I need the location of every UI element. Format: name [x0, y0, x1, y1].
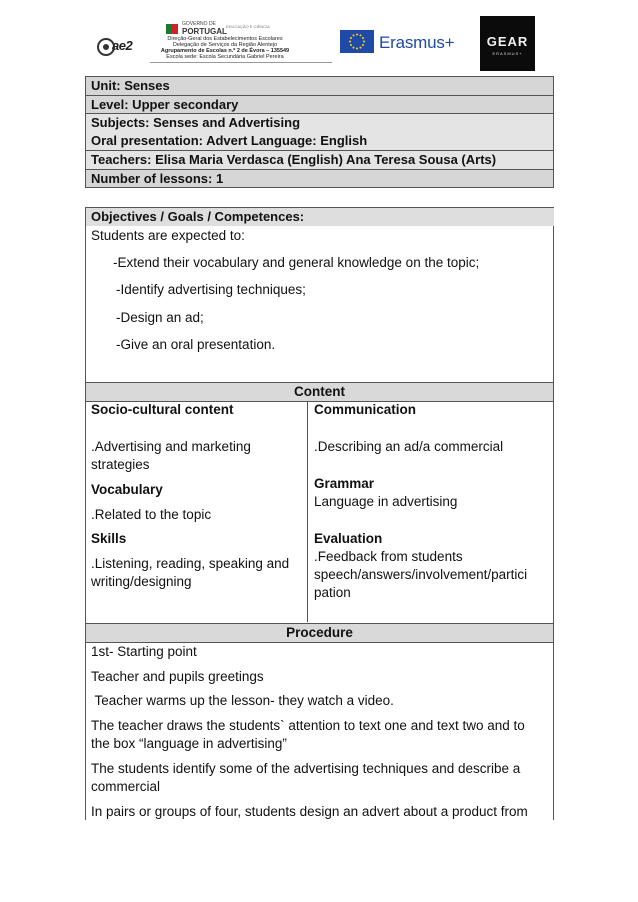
skills-text: .Listening, reading, speaking and [91, 556, 290, 571]
vocabulary-text: .Related to the topic [91, 507, 212, 522]
lesson-plan-table [85, 207, 554, 820]
evaluation-text: pation [314, 585, 351, 600]
school-logo-text: ae2 [112, 38, 133, 53]
procedure-header: Procedure [86, 623, 553, 643]
communication-title: Communication [314, 402, 417, 417]
subjects-line: Subjects: Senses and Advertising [91, 115, 301, 130]
procedure-line: commercial [91, 779, 161, 794]
grammar-text: Language in advertising [314, 494, 458, 509]
directorate-block [150, 36, 300, 60]
dir-line: Agrupamento de Escolas n.º 2 de Évora – 135549 [160, 48, 290, 54]
skills-text: writing/designing [91, 574, 192, 589]
header-divider [150, 62, 332, 63]
dir-line: Escola sede: Escola Secundária Gabriel Pereira [166, 54, 284, 60]
gear-logo-subtext: ERASMUS+ [492, 51, 523, 56]
dir-line: Delegação de Serviços da Região Alentejo [172, 42, 278, 48]
objectives-intro: Students are expected to: [91, 228, 245, 243]
gov-small-label: GOVERNO DE [182, 21, 216, 27]
lessons-row: Number of lessons: 1 [86, 170, 553, 189]
procedure-line: 1st- Starting point [91, 644, 197, 659]
content-column-divider [307, 401, 308, 622]
unit-row: Unit: Senses [86, 77, 553, 96]
evaluation-text: .Feedback from students [314, 549, 463, 564]
objective-item: -Design an ad; [116, 310, 204, 325]
gov-main-label: PORTUGAL [182, 27, 227, 36]
socio-cultural-text: strategies [91, 457, 150, 472]
oral-presentation-line: Oral presentation: Advert Language: English [91, 133, 368, 148]
dir-line: Direção-Geral dos Estabelecimentos Escolares [167, 36, 283, 42]
socio-cultural-title: Socio-cultural content [91, 402, 234, 417]
procedure-line: In pairs or groups of four, students design an advert about a product from [91, 804, 528, 819]
vocabulary-title: Vocabulary [91, 482, 163, 497]
evaluation-text: speech/answers/involvement/partici [314, 567, 528, 582]
erasmus-plus-logo: Erasmus+ [379, 33, 455, 52]
socio-cultural-text: .Advertising and marketing [91, 439, 251, 454]
page-header [0, 0, 638, 75]
objective-item: -Extend their vocabulary and general knowledge on the topic; [113, 255, 480, 270]
objective-item: -Give an oral presentation. [116, 337, 276, 352]
teachers-row: Teachers: Elisa Maria Verdasca (English) Ana Teresa Sousa (Arts) [86, 151, 553, 170]
level-row: Level: Upper secondary [86, 96, 553, 115]
objectives-title: Objectives / Goals / Competences: [86, 208, 554, 226]
subjects-block [86, 114, 553, 151]
procedure-line: The teacher draws the students` attention to text one and text two and to [91, 718, 525, 733]
skills-title: Skills [91, 531, 127, 546]
portugal-flag-icon [166, 24, 178, 34]
grammar-title: Grammar [314, 476, 375, 491]
procedure-line: Teacher and pupils greetings [91, 669, 264, 684]
evaluation-title: Evaluation [314, 531, 383, 546]
content-header: Content [86, 382, 553, 402]
gear-logo-text: GEAR [486, 34, 529, 49]
communication-text: .Describing an ad/a commercial [314, 439, 504, 454]
procedure-line: the box “language in advertising” [91, 736, 287, 751]
procedure-line: The students identify some of the advertising techniques and describe a [91, 761, 521, 776]
procedure-line: Teacher warms up the lesson- they watch a video. [91, 693, 394, 708]
eu-flag-icon [340, 30, 374, 53]
gov-ministry-label: EDUCAÇÃO E CIÊNCIA [226, 24, 270, 29]
gear-project-logo [480, 16, 535, 71]
lesson-info-table [85, 76, 554, 188]
objective-item: -Identify advertising techniques; [116, 282, 306, 297]
